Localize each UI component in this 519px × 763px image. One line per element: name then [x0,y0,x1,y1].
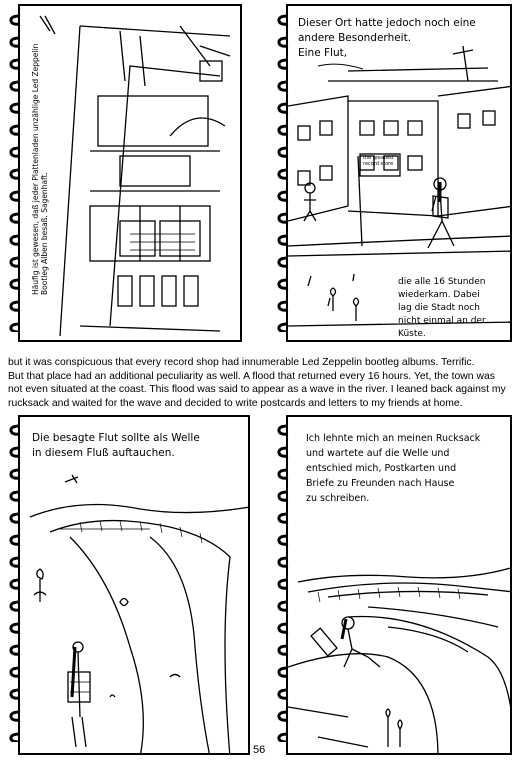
spiral-binding-bottom-left [8,422,20,746]
panel-bottom-left [18,415,250,755]
page-number: 56 [253,744,266,756]
caption-line: But that place had an additional peculiarity as well. A flood that returned every 16 hours. Yet, the town was [8,370,495,382]
caption-line: rucksack and waited for the wave and decided to write postcards and letters to my friends at home. [8,397,463,409]
speech-bottom-right: Ich lehnte mich an meinen Rucksack und wartete auf die Welle und entschied mich, Postkarten und Briefe zu Freunden nach Hause zu schreiben. [306,433,481,504]
panel-top-right [286,4,512,342]
caption-line: but it was conspicuous that every record shop had innumerable Led Zeppelin bootleg albums. Terrific. [8,357,475,368]
speech-top: Dieser Ort hatte jedoch noch eine andere Besonderheit. Eine Flut, [298,17,476,59]
spiral-binding-top-left [8,12,20,336]
speech-bottom-left: Die besagte Flut sollte als Welle in diesem Fluß auftauchen. [32,432,200,459]
panel-bottom-right [286,415,512,755]
street-drawing-rotated [20,6,242,342]
spiral-binding-top-right [276,12,288,336]
caption-text [8,356,513,410]
panel-top-left [18,4,242,342]
spiral-binding-bottom-right [276,422,288,746]
speech-bottom: die alle 16 Stunden wiederkam. Dabei lag die Stadt noch nicht einmal an der Küste. [398,277,486,339]
river-drawing [20,417,250,755]
panel-top-left-vertical-text: Häufig ist gewesen, daß jeder Plattenladen unzählige Led Zeppelin Bootleg Alben besaß. Sagenhaft. [31,43,49,295]
caption-line: not even situated at the coast. This flood was said to appear as a wave in the river. I leaned back against my [8,384,506,396]
street-sign: the greatest record store [363,155,394,167]
